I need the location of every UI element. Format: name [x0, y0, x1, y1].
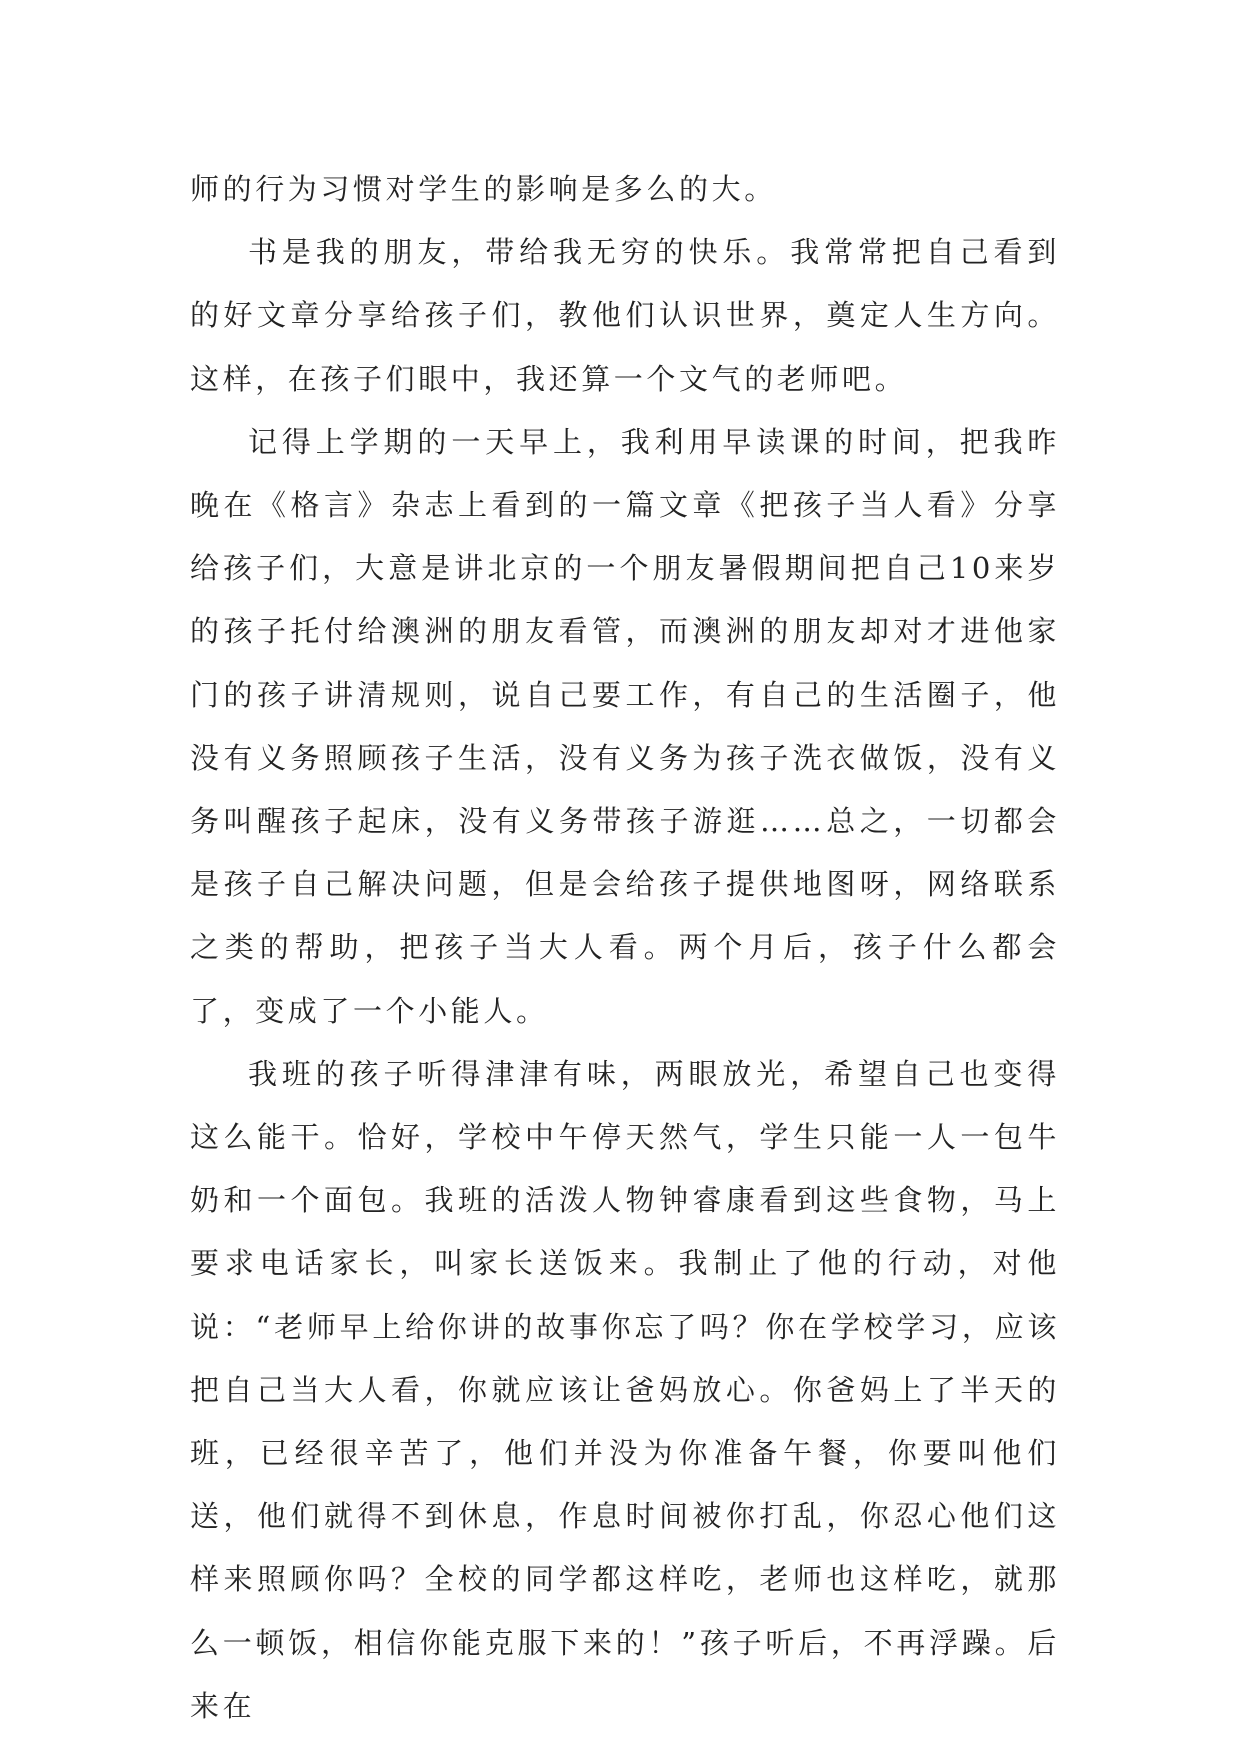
- document-body: [190, 158, 1060, 1738]
- paragraph-2: 书是我的朋友，带给我无穷的快乐。我常常把自己看到的好文章分享给孩子们，教他们认识世界，奠定人生方向。这样，在孩子们眼中，我还算一个文气的老师吧。: [190, 235, 1060, 396]
- paragraph-3: 记得上学期的一天早上，我利用早读课的时间，把我昨晚在《格言》杂志上看到的一篇文章《把孩子当人看》分享给孩子们，大意是讲北京的一个朋友暑假期间把自己10来岁的孩子托付给澳洲的朋友看管，而澳洲的朋友却对才进他家门的孩子讲清规则，说自己要工作，有自己的生活圈子，他没有义务照顾孩子生活，没有义务为孩子洗衣做饭，没有义务叫醒孩子起床，没有义务带孩子游逛……总之，一切都会是孩子自己解决问题，但是会给孩子提供地图呀，网络联系之类的帮助，把孩子当大人看。两个月后，孩子什么都会了，变成了一个小能人。: [190, 424, 1060, 1028]
- paragraph-4: 我班的孩子听得津津有味，两眼放光，希望自己也变得这么能干。恰好，学校中午停天然气，学生只能一人一包牛奶和一个面包。我班的活泼人物钟睿康看到这些食物，马上要求电话家长，叫家长送饭来。我制止了他的行动，对他说：“老师早上给你讲的故事你忘了吗？你在学校学习，应该把自己当大人看，你就应该让爸妈放心。你爸妈上了半天的班，已经很辛苦了，他们并没为你准备午餐，你要叫他们送，他们就得不到休息，作息时间被你打乱，你忍心他们这样来照顾你吗？全校的同学都这样吃，老师也这样吃，就那么一顿饭，相信你能克服下来的！”孩子听后，不再浮躁。后来在: [190, 1056, 1060, 1723]
- paragraph-1: 师的行为习惯对学生的影响是多么的大。: [190, 172, 777, 206]
